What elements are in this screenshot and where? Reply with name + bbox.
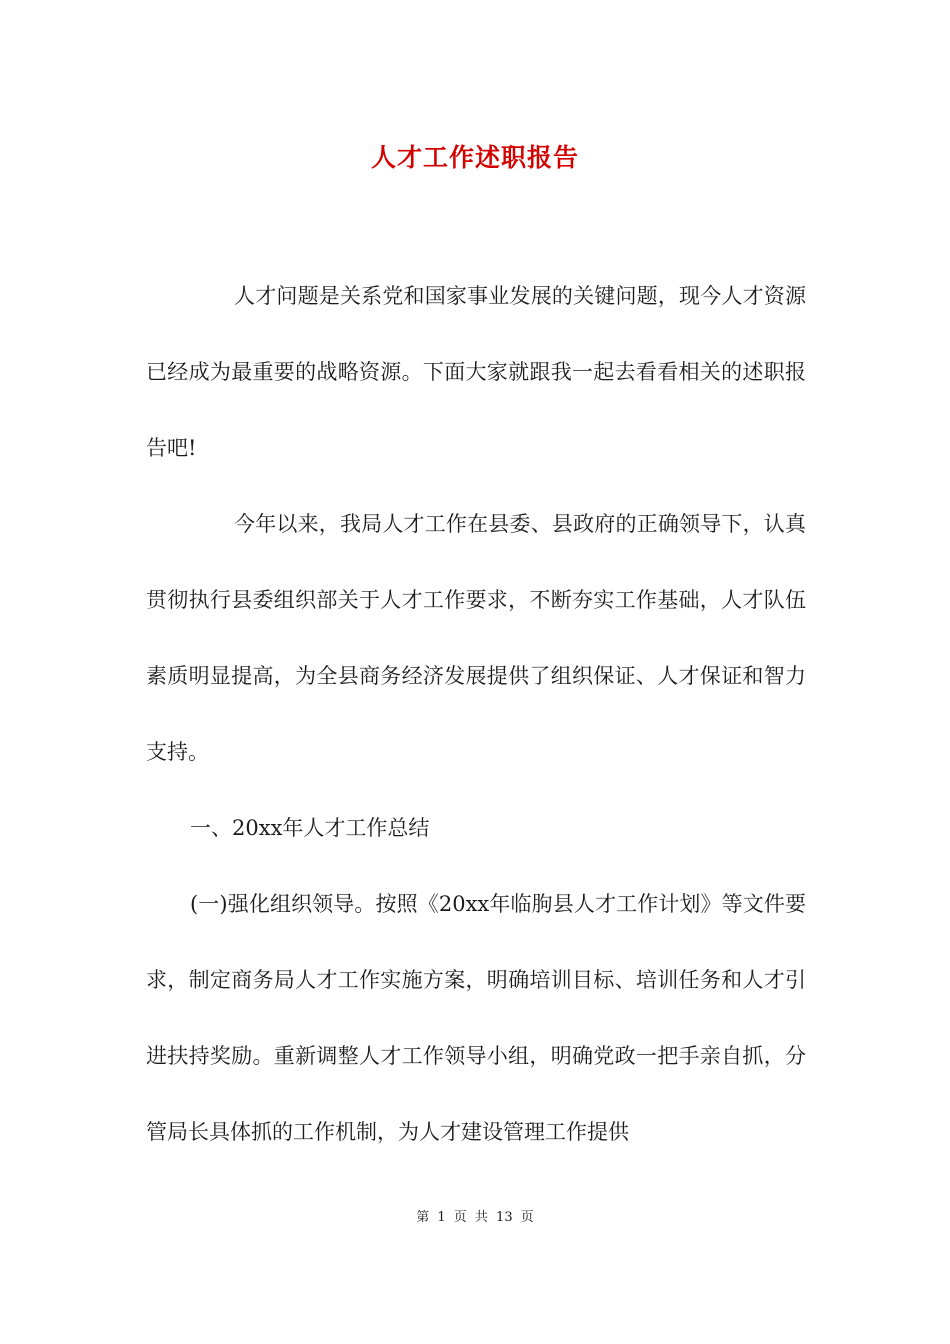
paragraph-overview: 今年以来，我局人才工作在县委、县政府的正确领导下，认真贯彻执行县委组织部关于人才工作要求，不断夯实工作基础，人才队伍素质明显提高，为全县商务经济发展提供了组织保证、人才保证和智力支持。 <box>146 512 806 764</box>
paragraph-intro: 人才问题是关系党和国家事业发展的关键问题，现今人才资源已经成为最重要的战略资源。下面大家就跟我一起去看看相关的述职报告吧! <box>146 284 806 460</box>
section-heading: 一、20xx年人才工作总结 <box>190 816 430 840</box>
paragraph-organization: (一)强化组织领导。按照《20xx年临朐县人才工作计划》等文件要求，制定商务局人才工作实施方案，明确培训目标、培训任务和人才引进扶持奖励。重新调整人才工作领导小组，明确党政一把手亲自抓，分管局长具体抓的工作机制，为人才建设管理工作提供 <box>146 892 806 1144</box>
page-footer: 第 1 页 共 13 页 <box>416 1210 534 1225</box>
document-title: 人才工作述职报告 <box>370 143 579 172</box>
